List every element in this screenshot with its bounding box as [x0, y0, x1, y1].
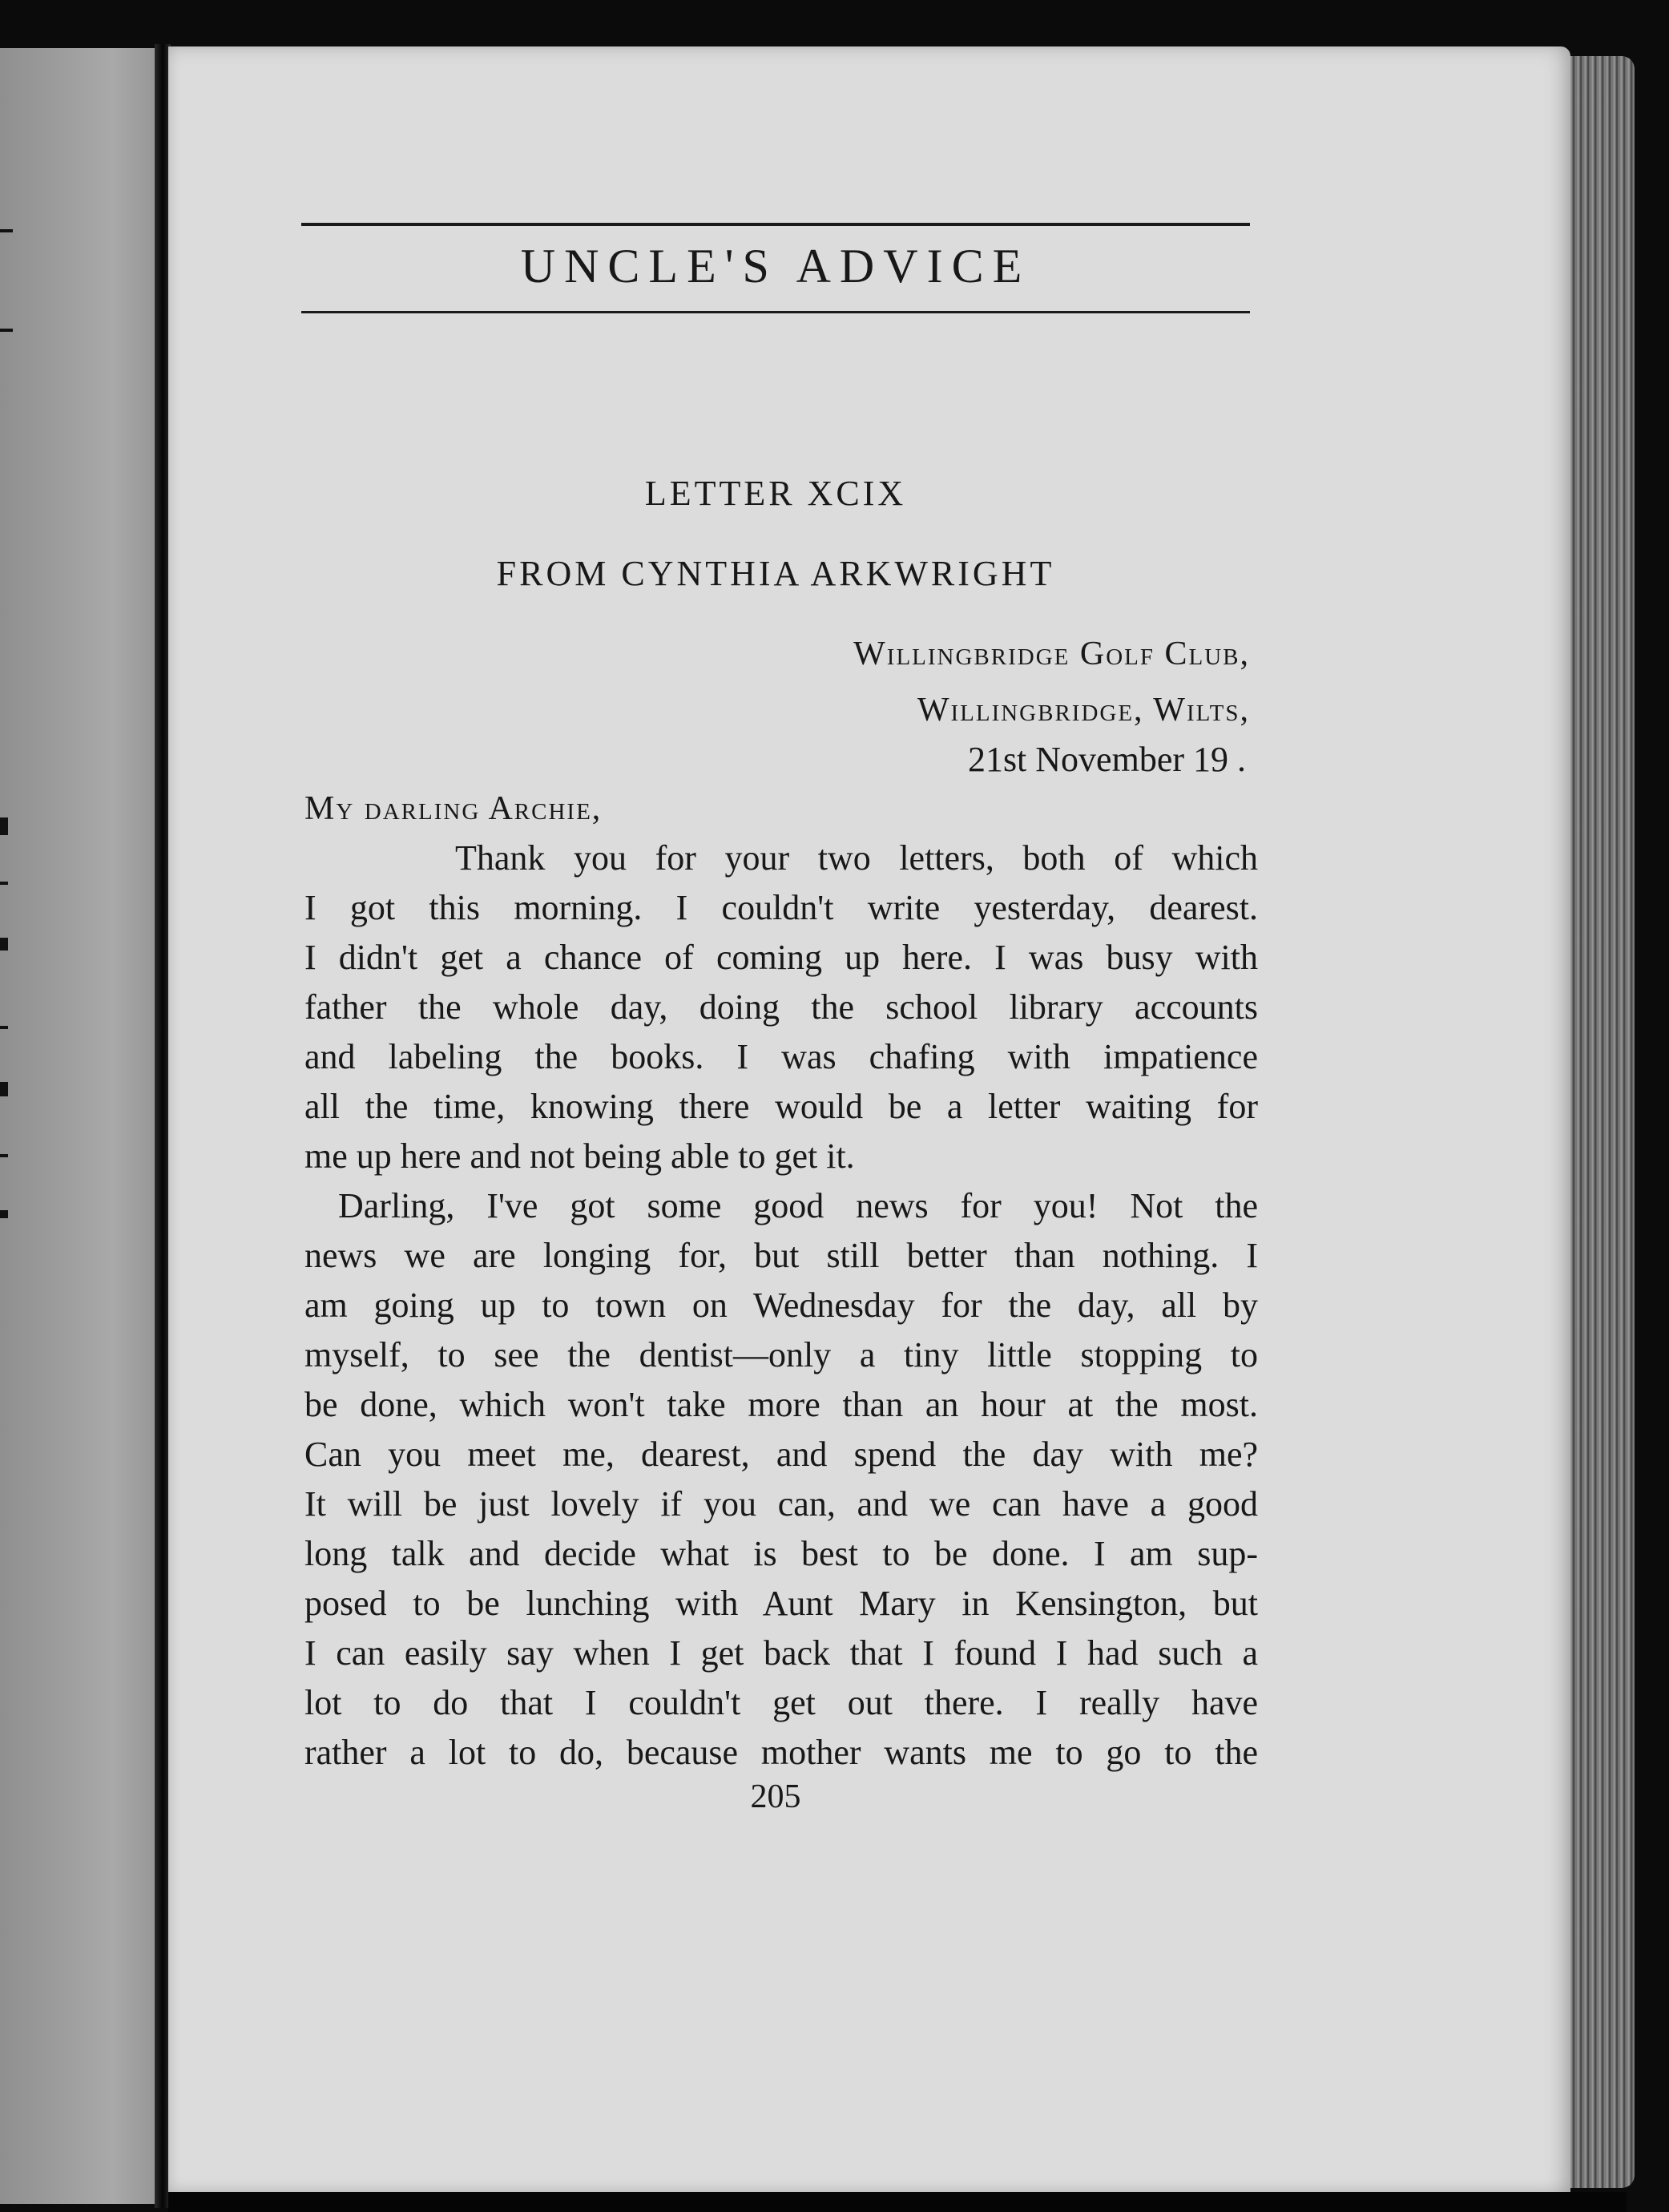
- body-line: and labeling the books. I was chafing with impatience: [304, 1037, 1258, 1076]
- header-rule-top: [301, 223, 1250, 226]
- body-line: I didn't get a chance of coming up here. I was busy with: [304, 938, 1258, 977]
- salutation: My darling Archie,: [304, 790, 603, 827]
- body-line: I can easily say when I get back that I found I had such a: [304, 1633, 1258, 1673]
- body-line: news we are longing for, but still better than nothing. I: [304, 1236, 1258, 1275]
- letter-title: LETTER XCIX: [644, 474, 907, 513]
- body-line: all the time, knowing there would be a letter waiting for: [304, 1087, 1258, 1126]
- body-line: I got this morning. I couldn't write yesterday, dearest.: [304, 888, 1258, 927]
- letter-date: [968, 739, 1246, 780]
- body-line: be done, which won't take more than an hour at the most.: [304, 1385, 1258, 1424]
- body-line: lot to do that I couldn't get out there. I really have: [304, 1683, 1258, 1722]
- body-line: long talk and decide what is best to be done. I am sup-: [304, 1534, 1258, 1573]
- body-line: me up here and not being able to get it.: [304, 1136, 855, 1176]
- body-line: Thank you for your two letters, both of which: [455, 838, 1258, 878]
- body-line: rather a lot to do, because mother wants me to go to the: [304, 1733, 1258, 1772]
- body-line: posed to be lunching with Aunt Mary in Kensington, but: [304, 1584, 1258, 1623]
- running-head: UNCLE'S ADVICE: [520, 240, 1031, 293]
- header-rule-bottom: [301, 311, 1250, 313]
- page-bottom-shadow: [168, 2192, 1627, 2212]
- letter-date-text: 21st November 19 .: [967, 740, 1246, 779]
- letter-sender: FROM CYNTHIA ARKWRIGHT: [496, 554, 1055, 593]
- body-line: It will be just lovely if you can, and we can have a good: [304, 1484, 1258, 1524]
- body-line: Can you meet me, dearest, and spend the day with me?: [304, 1435, 1258, 1474]
- body-line: father the whole day, doing the school library accounts: [304, 987, 1258, 1027]
- facing-page-edge: [0, 48, 160, 2204]
- page-number: 205: [750, 1778, 801, 1815]
- address-line-2: Willingbridge, Wilts,: [917, 692, 1250, 729]
- body-line: Darling, I've got some good news for you! Not the: [338, 1186, 1258, 1225]
- body-line: myself, to see the dentist—only a tiny little stopping to: [304, 1335, 1258, 1374]
- body-line: am going up to town on Wednesday for the day, all by: [304, 1286, 1258, 1325]
- address-line-1: Willingbridge Golf Club,: [853, 636, 1250, 672]
